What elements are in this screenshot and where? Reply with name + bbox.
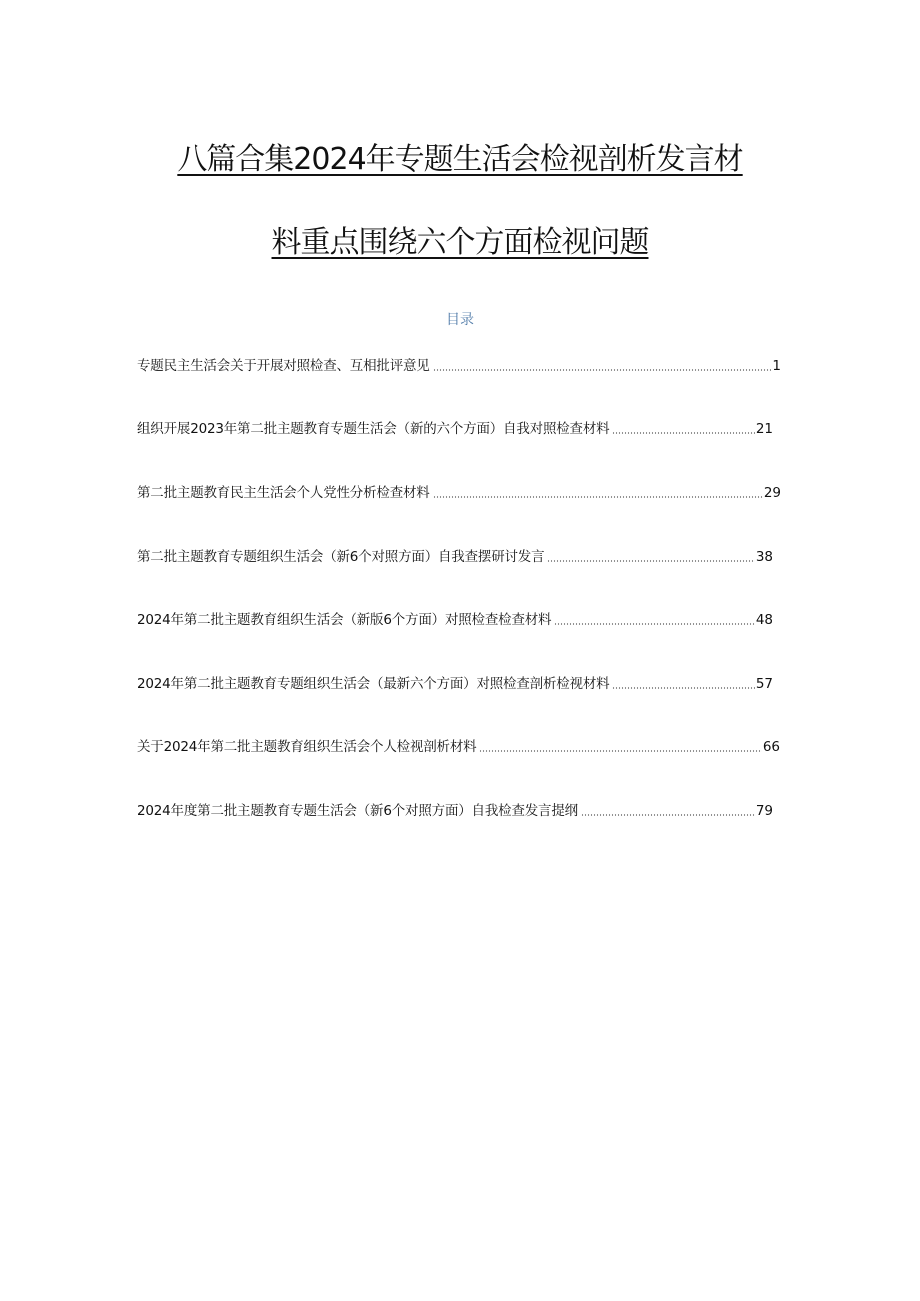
toc-dot-leader — [554, 623, 754, 625]
document-title-line-2 — [0, 223, 920, 263]
toc-entry-title: 关于2024年第二批主题教育组织生活会个人检视剖析材料 — [137, 739, 477, 755]
toc-dot-leader — [612, 687, 754, 689]
toc-entry-title: 2024年第二批主题教育组织生活会（新版6个方面）对照检查检查材料 — [137, 612, 552, 628]
document-title-text-1: 八篇合集2024年专题生活会检视剖析发言材 — [177, 142, 743, 177]
toc-entry[interactable] — [137, 735, 780, 757]
toc-entry[interactable] — [137, 417, 773, 439]
toc-entry-page-number: 57 — [755, 676, 773, 692]
toc-entry[interactable] — [137, 545, 773, 567]
toc-entry[interactable] — [137, 672, 773, 694]
toc-entry-page-number: 38 — [755, 549, 773, 565]
toc-entry[interactable] — [137, 608, 773, 630]
toc-entry-title: 第二批主题教育专题组织生活会（新6个对照方面）自我查摆研讨发言 — [137, 549, 545, 565]
toc-entry-title: 2024年度第二批主题教育专题生活会（新6个对照方面）自我检查发言提纲 — [137, 803, 578, 819]
toc-entry-title: 专题民主生活会关于开展对照检查、互相批评意见 — [137, 358, 430, 374]
toc-entry-title: 第二批主题教育民主生活会个人党性分析检查材料 — [137, 485, 430, 501]
toc-entry[interactable] — [137, 481, 781, 503]
toc-entry-page-number: 1 — [772, 358, 781, 374]
toc-dot-leader — [547, 560, 754, 562]
toc-dot-leader — [612, 432, 754, 434]
toc-entry-page-number: 48 — [755, 612, 773, 628]
toc-heading: 目录 — [446, 312, 474, 328]
toc-dot-leader — [581, 814, 755, 816]
toc-entry[interactable] — [137, 354, 781, 376]
document-title-text-2: 料重点围绕六个方面检视问题 — [271, 225, 649, 260]
toc-entry-title: 组织开展2023年第二批主题教育专题生活会（新的六个方面）自我对照检查材料 — [137, 421, 610, 437]
document-title-line-1 — [0, 140, 920, 180]
toc-dot-leader — [433, 496, 763, 498]
toc-dot-leader — [479, 750, 761, 752]
toc-entry-page-number: 29 — [763, 485, 781, 501]
toc-dot-leader — [433, 369, 772, 371]
toc-entry-page-number: 66 — [762, 739, 780, 755]
toc-entry-page-number: 21 — [755, 421, 773, 437]
toc-entry-page-number: 79 — [755, 803, 773, 819]
toc-entry[interactable] — [137, 799, 773, 821]
toc-entry-title: 2024年第二批主题教育专题组织生活会（最新六个方面）对照检查剖析检视材料 — [137, 676, 610, 692]
